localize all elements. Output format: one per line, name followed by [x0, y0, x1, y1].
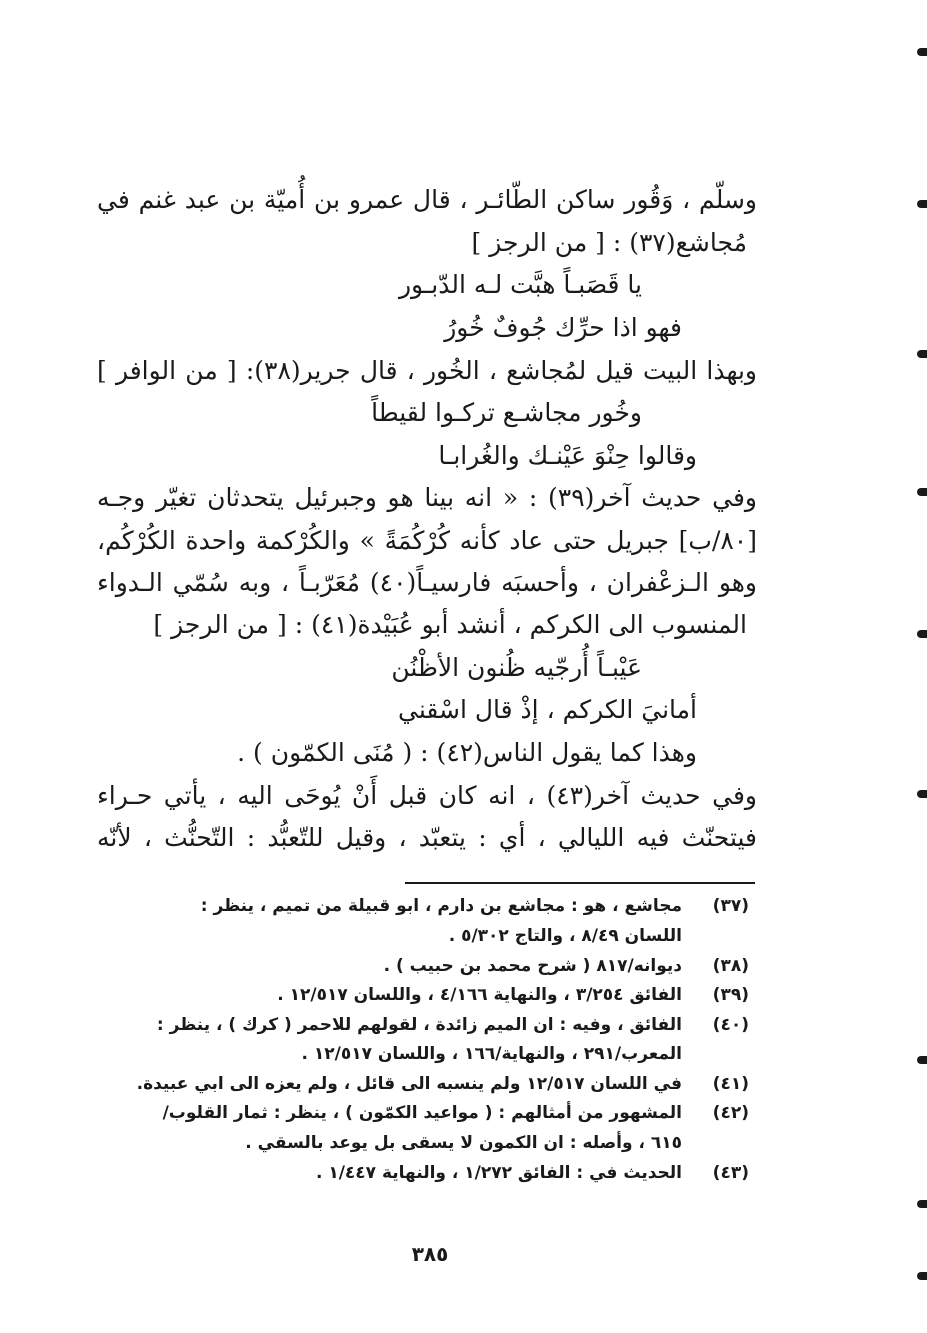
footnote-separator — [405, 882, 755, 884]
footnote-number: (٤٣) — [712, 1163, 749, 1183]
body-line: فيتحنّث فيه الليالي ، أي : يتعبّد ، وقيل للتّعبُّد : التّحنُّث ، لأنّه — [97, 823, 757, 852]
body-line: مُجاشع(٣٧) : [ من الرجز ] — [471, 228, 747, 257]
footnote-text: مجاشع ، هو : مجاشع بن دارم ، ابو قبيلة من تميم ، ينظر : — [200, 896, 682, 916]
verse-line: وخُور مجاشـع تركـوا لقيطاً — [371, 398, 642, 427]
body-line: وهذا كما يقول الناس(٤٢) : ( مُنَى الكمّون ) . — [237, 738, 697, 767]
footnote-text: المشهور من أمثالهم : ( مواعيد الكمّون ) ، ينظر : ثمار القلوب/ — [162, 1103, 682, 1123]
page-number: ٣٨٥ — [411, 1242, 449, 1266]
footnote-text: ٦١٥ ، وأصله : ان الكمون لا يسقى بل يوعد بالسقي . — [245, 1133, 682, 1153]
footnote-number: (٤٠) — [712, 1015, 749, 1035]
body-line: [٨٠/ب] جبريل حتى عاد كأنه كُرْكُمَةً » والكُرْكمة واحدة الكُرْكُم، — [97, 526, 757, 555]
body-line: وسلّم ، وَقُور ساكن الطّائـر ، قال عمرو بن أُميّة بن عبد غنم في — [97, 185, 757, 214]
footnote-number: (٤٢) — [712, 1103, 749, 1123]
edge-mark — [917, 200, 927, 208]
footnote-text: في اللسان ١٢/٥١٧ ولم ينسبه الى قائل ، ولم يعزه الى ابي عبيدة. — [136, 1074, 682, 1094]
footnote-text: اللسان ٨/٤٩ ، والتاج ٥/٣٠٢ . — [448, 926, 682, 946]
footnote-number: (٣٩) — [712, 985, 749, 1005]
footnote-text: ديوانه/٨١٧ ( شرح محمد بن حبيب ) . — [383, 956, 682, 976]
body-line: وفي حديث آخر(٤٣) ، انه كان قبل أَنْ يُوحَى اليه ، يأتي حـراء — [97, 781, 757, 810]
footnote-text: الفائق ، وفيه : ان الميم زائدة ، لقولهم للاحمر ( كرك ) ، ينظر : — [156, 1015, 682, 1035]
verse-line: أمانيَ الكركم ، إذْ قال اسْقني — [398, 695, 697, 724]
body-line: وبهذا البيت قيل لمُجاشع ، الخُور ، قال جرير(٣٨): [ من الوافر ] — [97, 356, 757, 385]
footnote-number: (٤١) — [712, 1074, 749, 1094]
edge-mark — [917, 1056, 927, 1064]
footnote-number: (٣٧) — [712, 896, 749, 916]
body-line: المنسوب الى الكركم ، أنشد أبو عُبَيْدة(٤١) : [ من الرجز ] — [153, 610, 747, 639]
edge-mark — [917, 1200, 927, 1208]
verse-line: يا قَصَبـاً هبَّت لـه الدّبـور — [398, 270, 642, 299]
body-line: وهو الـزعْفران ، وأحسبَه فارسيـاً(٤٠) مُعَرّبـاً ، وبه سُمّي الـدواء — [97, 568, 757, 597]
body-line: وفي حديث آخر(٣٩) : « انه بينا هو وجبرئيل يتحدثان تغيّر وجـه — [97, 483, 757, 512]
footnote-text: الحديث في : الفائق ١/٢٧٢ ، والنهاية ١/٤٤٧ . — [315, 1163, 682, 1183]
verse-line: وقالوا حِنْوَ عَيْنـك والغُرابـا — [438, 441, 697, 470]
edge-mark — [917, 48, 927, 56]
footnote-number: (٣٨) — [712, 956, 749, 976]
verse-line: عَيْبـاً أُرجّيه ظُنون الأظْنُن — [391, 653, 642, 682]
footnote-text: الفائق ٣/٢٥٤ ، والنهاية ٤/١٦٦ ، واللسان ١٢/٥١٧ . — [277, 985, 682, 1005]
verse-line: فهو اذا حرِّك جُوفٌ خُورُ — [444, 313, 682, 342]
edge-mark — [917, 1272, 927, 1280]
edge-mark — [917, 630, 927, 638]
edge-mark — [917, 350, 927, 358]
edge-mark — [917, 790, 927, 798]
edge-mark — [917, 488, 927, 496]
footnote-text: المعرب/٢٩١ ، والنهاية/١٦٦ ، واللسان ١٢/٥١٧ . — [301, 1044, 682, 1064]
